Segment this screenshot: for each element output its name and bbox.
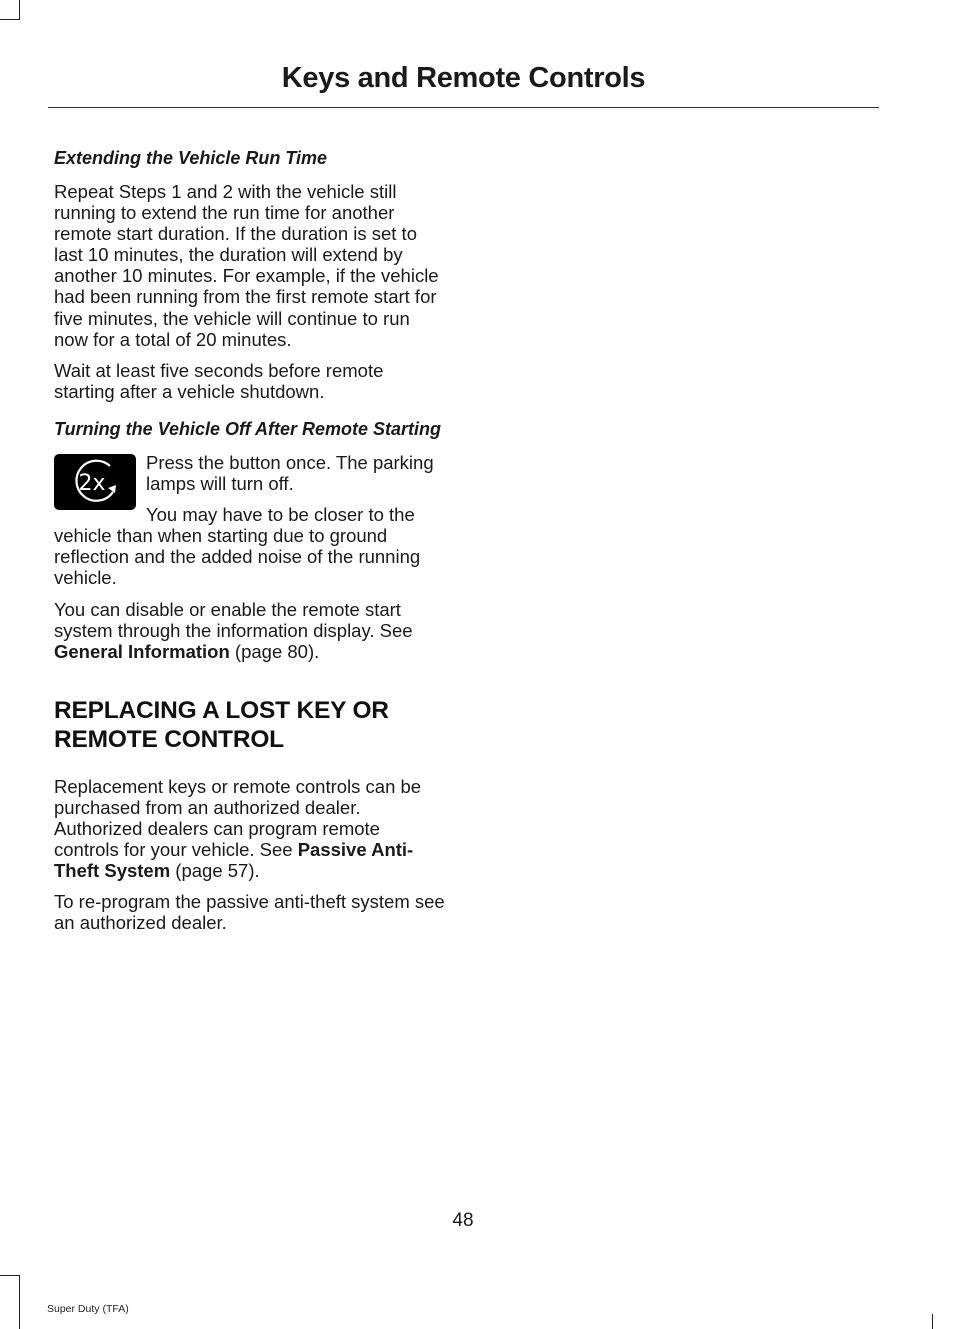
- replacing-text: Replacement keys or remote controls can be purchased from an authorized dealer. Authorized dealers can program remote controls for your vehicle. See: [54, 775, 422, 861]
- crop-mark-bottom-left: [19, 1275, 20, 1329]
- page-number: 48: [452, 1210, 474, 1231]
- general-information-link[interactable]: General Information: [54, 640, 230, 662]
- footer-label: Super Duty (TFA): [47, 1303, 129, 1315]
- replacing-page-ref: (page 57).: [170, 860, 260, 882]
- extending-paragraph-2: Wait at least five seconds before remote starting after a vehicle shutdown.: [54, 359, 384, 402]
- disable-page-ref: (page 80).: [229, 640, 320, 662]
- extending-run-time-heading: Extending the Vehicle Run Time: [54, 148, 328, 168]
- replacing-key-section-title: REPLACING A LOST KEY OR REMOTE CONTROL: [54, 696, 389, 754]
- crop-mark-bottom-left-horizontal: [0, 1275, 20, 1276]
- turning-off-paragraph-2: You may have to be closer to the vehicle than when starting due to ground reflection and the added noise of the running vehicle.: [54, 504, 421, 589]
- disable-remote-start-paragraph: [54, 599, 446, 662]
- crop-mark-top-left: [19, 0, 20, 20]
- disable-text: You can disable or enable the remote start system through the information display. See: [54, 598, 413, 641]
- passive-anti-theft-link[interactable]: Passive Anti-Theft System: [54, 839, 414, 882]
- turning-off-heading: Turning the Vehicle Off After Remote Starting: [54, 418, 442, 439]
- replacing-paragraph-1: [54, 776, 446, 881]
- page-title: Keys and Remote Controls: [281, 62, 646, 94]
- extending-paragraph-1: Repeat Steps 1 and 2 with the vehicle still running to extend the run time for another remote start duration. If the duration is set to last 10 minutes, the duration will extend by another 10 minutes. For example, if the vehicle had been running from the first remote start for five minutes, the vehicle will continue to run now for a total of 20 minutes.: [54, 181, 439, 350]
- replacing-paragraph-2: To re-program the passive anti-theft system see an authorized dealer.: [54, 891, 445, 934]
- content-column: [54, 145, 446, 933]
- crop-mark-top-left-horizontal: [0, 19, 20, 20]
- turning-off-block: [54, 452, 446, 589]
- remote-start-2x-glyph: [64, 458, 126, 506]
- remote-start-2x-label: 2x: [78, 470, 106, 496]
- page-header: [48, 58, 879, 108]
- turning-off-paragraph-1: Press the button once. The parking lamps will turn off.: [146, 451, 434, 495]
- crop-mark-bottom-right: [932, 1314, 933, 1329]
- remote-start-2x-icon: [54, 454, 136, 510]
